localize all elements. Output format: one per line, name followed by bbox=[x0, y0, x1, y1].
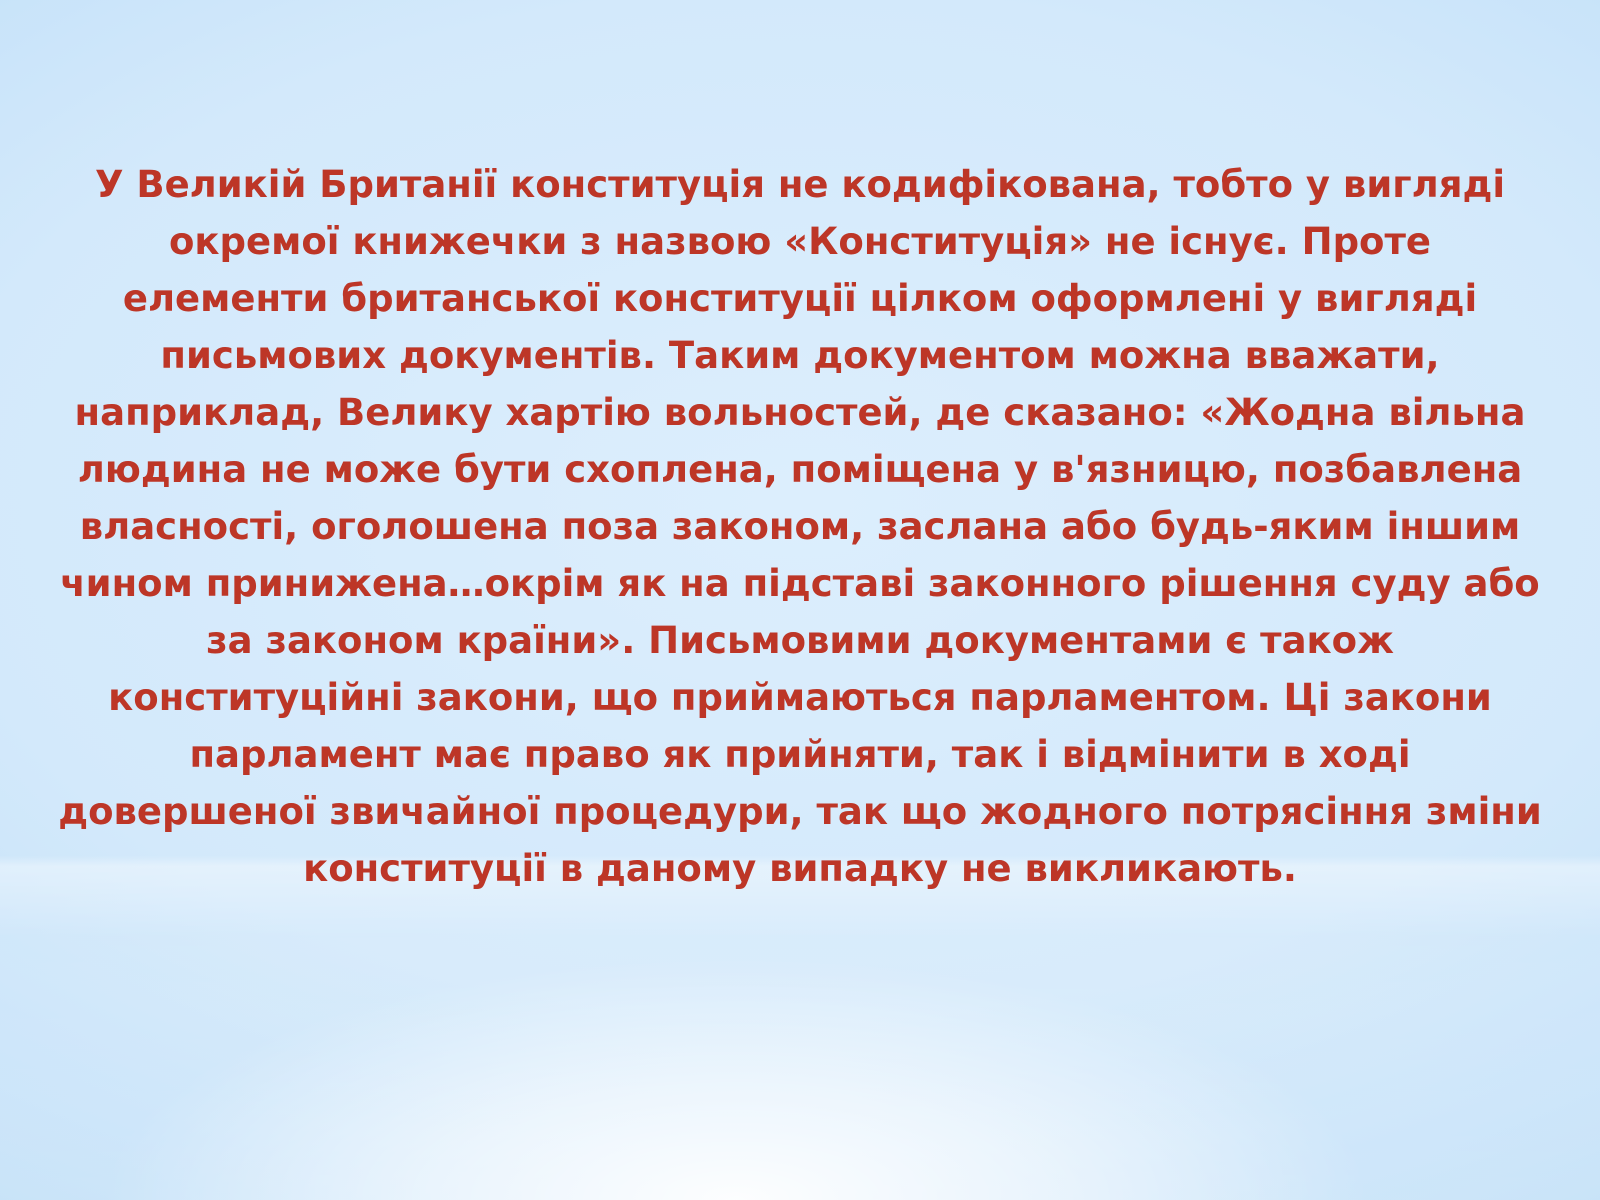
text-line: наприклад, Велику хартію вольностей, де сказано: «Жодна вільна bbox=[74, 391, 1526, 434]
text-line: довершеної звичайної процедури, так що жодного потрясіння зміни bbox=[58, 790, 1542, 833]
text-line: чином принижена…окрім як на підставі законного рішення суду або bbox=[60, 562, 1540, 605]
text-line: конституції в даному випадку не викликають. bbox=[303, 847, 1297, 890]
text-line: письмових документів. Таким документом можна вважати, bbox=[160, 334, 1440, 377]
text-line: конституційні закони, що приймаються парламентом. Ці закони bbox=[108, 676, 1492, 719]
text-line: окремої книжечки з назвою «Конституція» не існує. Проте bbox=[168, 220, 1432, 263]
text-line: за законом країни». Письмовими документами є також bbox=[206, 619, 1394, 662]
text-line: парламент має право як прийняти, так і відмінити в ході bbox=[189, 733, 1411, 776]
text-line: елементи британської конституції цілком оформлені у вигляді bbox=[122, 277, 1478, 320]
text-line: У Великій Британії конституція не кодифікована, тобто у вигляді bbox=[94, 163, 1506, 206]
text-line: власності, оголошена поза законом, заслана або будь-яким іншим bbox=[79, 505, 1521, 548]
text-line: людина не може бути схоплена, поміщена у в'язницю, позбавлена bbox=[77, 448, 1523, 491]
slide-body-text bbox=[0, 156, 1600, 897]
